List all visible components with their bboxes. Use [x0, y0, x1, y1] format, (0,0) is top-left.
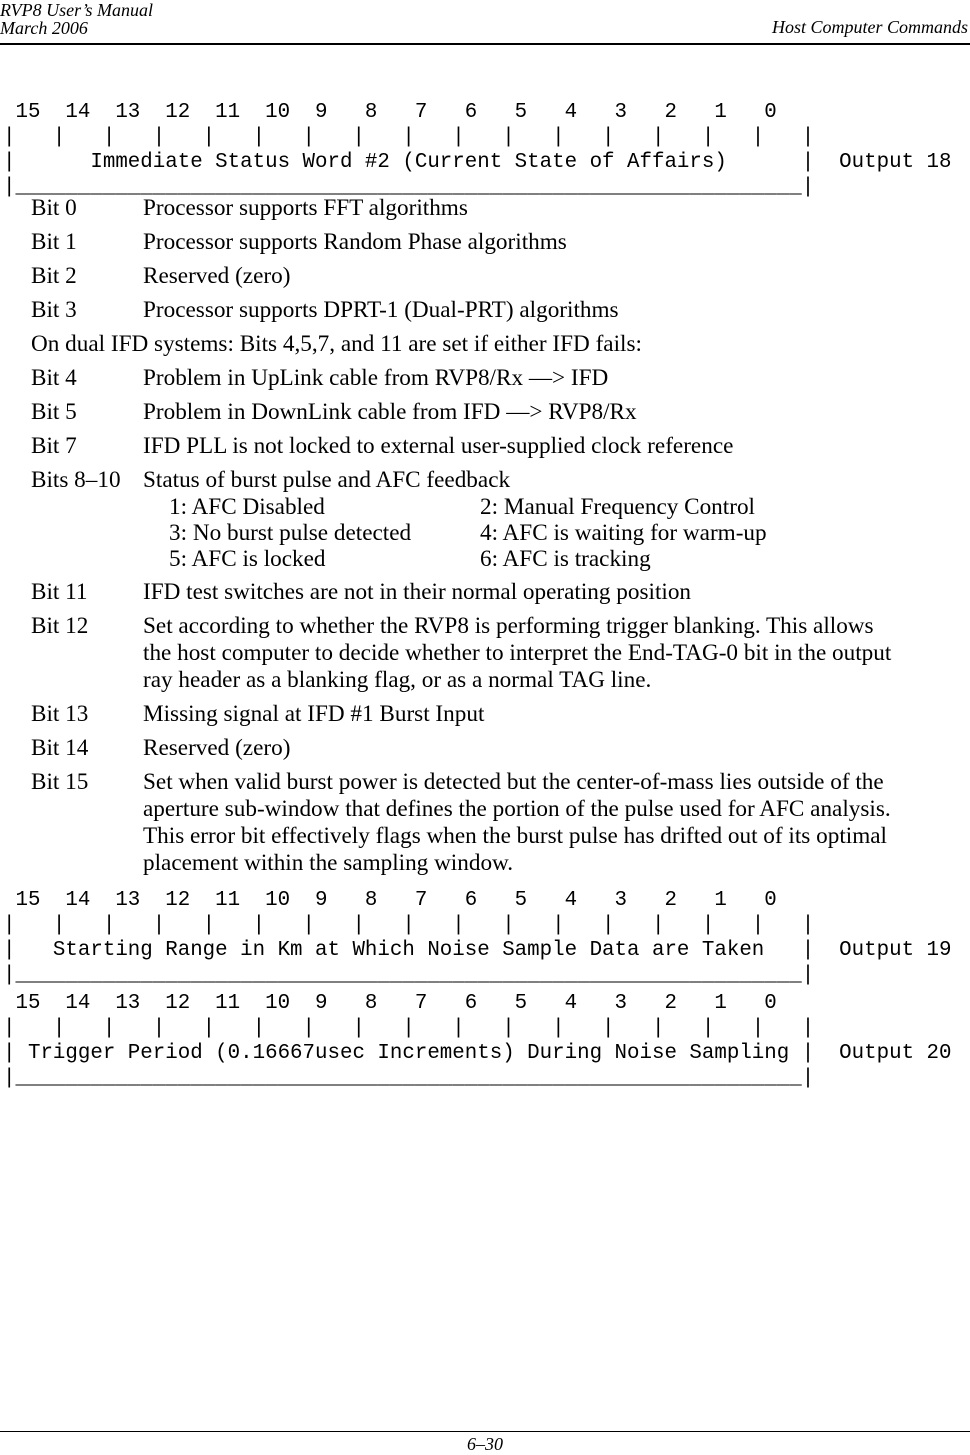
page-number: 6–30	[467, 1434, 503, 1454]
bit-row	[31, 297, 961, 324]
box-bottom-row: |_______________________________________________________________|	[3, 1067, 815, 1090]
afc-status-options	[169, 494, 961, 572]
manual-date: March 2006	[0, 18, 88, 38]
bit-number-row: 15 14 13 12 11 10 9 8 7 6 5 4 3 2 1 0	[3, 992, 790, 1015]
header-rule	[0, 43, 970, 45]
bit-row	[31, 229, 961, 256]
bit-label: Bit 5	[31, 399, 77, 425]
bit-label: Bit 4	[31, 365, 77, 391]
description-line: Set when valid burst power is detected but the center-of-mass lies outside of the	[143, 769, 884, 795]
afc-option: 4: AFC is waiting for warm-up	[480, 520, 767, 546]
output-19-diagram	[3, 888, 952, 988]
bit-description: Reserved (zero)	[143, 735, 291, 761]
bit-description: Missing signal at IFD #1 Burst Input	[143, 701, 485, 727]
bit-description	[143, 467, 961, 572]
afc-option: 1: AFC Disabled	[169, 494, 325, 520]
bit-tick-row: | | | | | | | | | | | | | | | | |	[3, 914, 815, 937]
manual-title: RVP8 User’s Manual	[0, 0, 153, 20]
bit-row	[31, 399, 961, 426]
afc-option: 3: No burst pulse detected	[169, 520, 412, 546]
bit-label: Bit 11	[31, 579, 88, 605]
bit-description	[143, 769, 961, 877]
bit-row	[31, 365, 961, 392]
bit-number-row: 15 14 13 12 11 10 9 8 7 6 5 4 3 2 1 0	[3, 101, 790, 124]
word-description-row: | Trigger Period (0.16667usec Increments) During Noise Sampling | Output 20	[3, 1042, 952, 1065]
box-bottom-row: |_______________________________________________________________|	[3, 964, 815, 987]
footer-rule	[0, 1431, 970, 1432]
box-bottom-row: |_______________________________________________________________|	[3, 176, 815, 199]
bit-label: Bit 7	[31, 433, 77, 459]
bit-number-row: 15 14 13 12 11 10 9 8 7 6 5 4 3 2 1 0	[3, 889, 790, 912]
section-title: Host Computer Commands	[771, 17, 968, 37]
bit-label: Bit 14	[31, 735, 89, 761]
bit-row	[31, 769, 961, 877]
description-line: ray header as a blanking flag, or as a normal TAG line.	[143, 667, 652, 693]
bit-row	[31, 433, 961, 460]
bit-row	[31, 613, 961, 694]
afc-option: 6: AFC is tracking	[480, 546, 651, 572]
description-line: Set according to whether the RVP8 is performing trigger blanking. This allows	[143, 613, 874, 639]
bit-label: Bit 15	[31, 769, 89, 795]
bit-description: IFD PLL is not locked to external user-supplied clock reference	[143, 433, 734, 459]
bit-definitions	[31, 195, 961, 884]
bit-description: Problem in DownLink cable from IFD —> RVP8/Rx	[143, 399, 637, 425]
bit-description: Processor supports DPRT-1 (Dual-PRT) algorithms	[143, 297, 619, 323]
bit-description: Processor supports FFT algorithms	[143, 195, 468, 221]
bit-row	[31, 701, 961, 728]
bit-description	[143, 613, 961, 694]
word-description-row: | Immediate Status Word #2 (Current State of Affairs) | Output 18	[3, 151, 952, 174]
description-line: This error bit effectively flags when the burst pulse has drifted out of its optimal	[143, 823, 887, 849]
bit-row	[31, 579, 961, 606]
bit-label: Bit 13	[31, 701, 89, 727]
bit-description: Processor supports Random Phase algorithms	[143, 229, 567, 255]
word-description-row: | Starting Range in Km at Which Noise Sample Data are Taken | Output 19	[3, 939, 952, 962]
bit-description: IFD test switches are not in their normal operating position	[143, 579, 692, 605]
bit-row	[31, 195, 961, 222]
bit-label: Bit 2	[31, 263, 77, 289]
bit-label: Bit 12	[31, 613, 89, 639]
afc-option: 2: Manual Frequency Control	[480, 494, 755, 520]
bit-label: Bit 1	[31, 229, 77, 255]
bit-tick-row: | | | | | | | | | | | | | | | | |	[3, 1017, 815, 1040]
output-20-diagram	[3, 991, 952, 1091]
bit-description: Problem in UpLink cable from RVP8/Rx —> IFD	[143, 365, 609, 391]
description-line: the host computer to decide whether to interpret the End-TAG-0 bit in the output	[143, 640, 892, 666]
bit-row	[31, 263, 961, 290]
bit-description: Reserved (zero)	[143, 263, 291, 289]
bit-tick-row: | | | | | | | | | | | | | | | | |	[3, 126, 815, 149]
bit-row	[31, 735, 961, 762]
burst-status-text: Status of burst pulse and AFC feedback	[143, 467, 511, 493]
bit-row	[31, 467, 961, 572]
description-line: placement within the sampling window.	[143, 850, 514, 876]
afc-option: 5: AFC is locked	[169, 546, 326, 572]
bit-label: Bits 8–10	[31, 467, 121, 493]
page-header	[0, 0, 970, 46]
bit-label: Bit 0	[31, 195, 77, 221]
dual-ifd-note: On dual IFD systems: Bits 4,5,7, and 11 are set if either IFD fails:	[31, 331, 642, 357]
description-line: aperture sub-window that defines the portion of the pulse used for AFC analysis.	[143, 796, 891, 822]
output-18-diagram	[3, 100, 952, 200]
bit-label: Bit 3	[31, 297, 77, 323]
